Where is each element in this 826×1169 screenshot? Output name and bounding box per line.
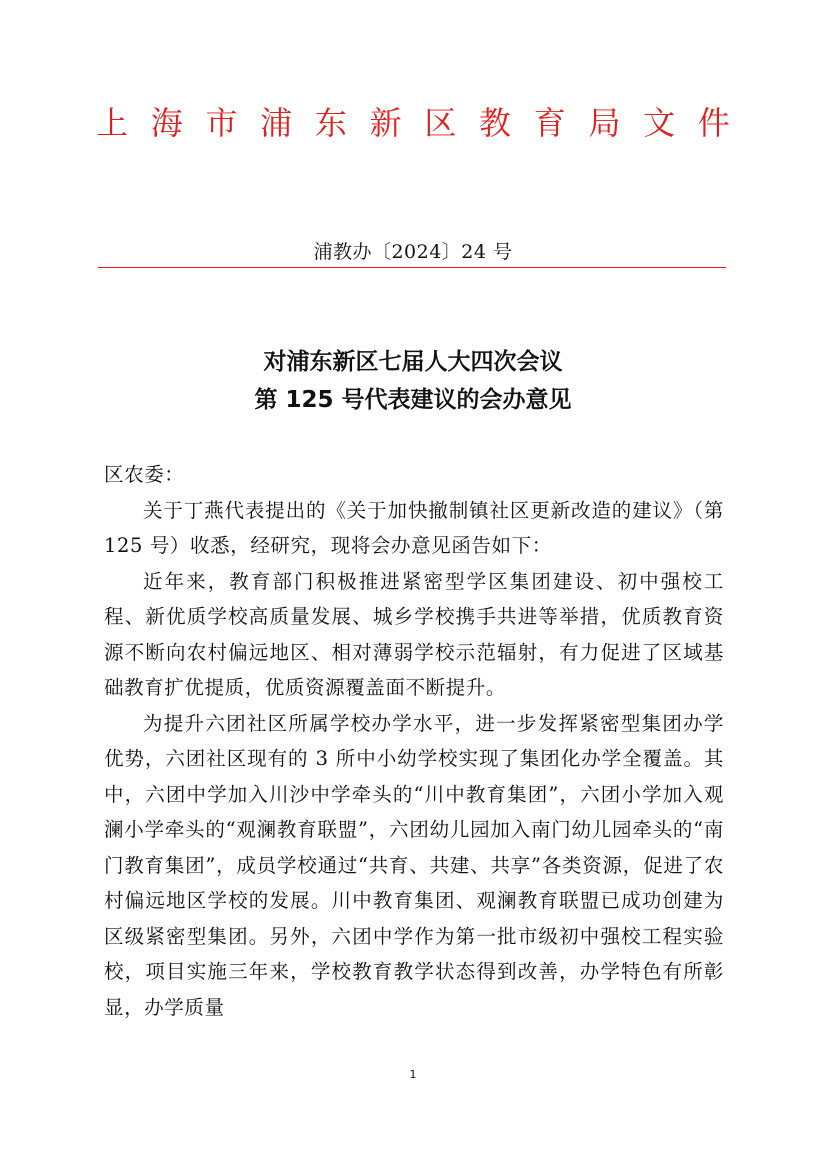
document-number: 浦教办〔2024〕24 号 [313,241,513,263]
issuer-char: 上 [96,104,129,142]
issuer-char: 教 [479,104,512,142]
issuer-char: 市 [205,104,238,142]
issuer-char: 海 [150,104,183,142]
page-number: 1 [409,1068,417,1081]
issuer-char: 局 [588,104,621,142]
issuer-char: 新 [369,104,402,142]
issuer-char: 东 [314,104,347,142]
body-paragraph: 关于丁燕代表提出的《关于加快撤制镇社区更新改造的建议》（第 125 号）收悉，经研究，现将会办意见函告如下： [104,498,724,557]
red-divider-line [98,267,726,268]
document-title [0,343,826,419]
title-line-2: 第 125 号代表建议的会办意见 [254,387,572,413]
issuer-char: 育 [533,104,566,142]
document-body [104,457,724,1025]
body-paragraph: 近年来，教育部门积极推进紧密型学区集团建设、初中强校工程、新优质学校高质量发展、城乡学校携手共进等举措，优质教育资源不断向农村偏远地区、相对薄弱学校示范辐射，有力促进了区域基础教育扩优提质，优质资源覆盖面不断提升。 [104,569,724,699]
title-line-1: 对浦东新区七届人大四次会议 [263,349,563,375]
issuer-char: 文 [643,104,676,142]
body-paragraph: 为提升六团社区所属学校办学水平，进一步发挥紧密型集团办学优势，六团社区现有的 3 所中小幼学校实现了集团化办学全覆盖。其中，六团中学加入川沙中学牵头的“川中教育集团”，六团小学加入观澜小学牵头的“观澜教育联盟”，六团幼儿园加入南门幼儿园牵头的“南门教育集团”，成员学校通过“共育、共建、共享”各类资源，促进了农村偏远地区学校的发展。川中教育集团、观澜教育联盟已成功创建为区级紧密型集团。另外，六团中学作为第一批市级初中强校工程实验校，项目实施三年来，学校教育教学状态得到改善，办学特色有所彰显，办学质量 [104,711,724,1019]
salutation: 区农委： [104,463,185,486]
issuer-char: 浦 [260,104,293,142]
issuer-header [96,98,730,148]
issuer-char: 区 [424,104,457,142]
issuer-char: 件 [697,104,730,142]
